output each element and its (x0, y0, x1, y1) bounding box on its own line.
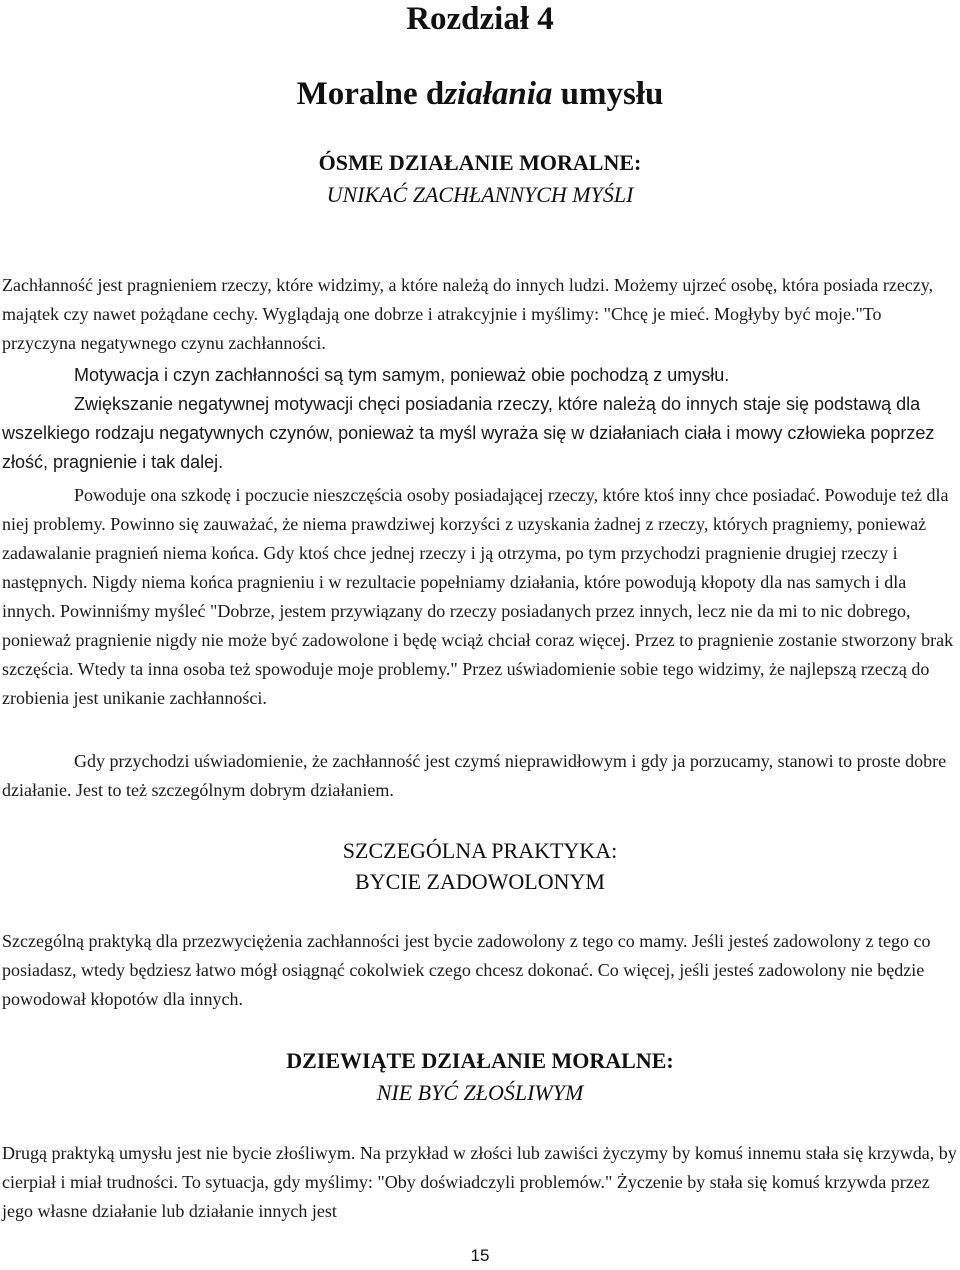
section3-heading: DZIEWIĄTE DZIAŁANIE MORALNE: (286, 1048, 674, 1073)
chapter-title-part2: ziałania (444, 76, 553, 112)
section1-heading: ÓSME DZIAŁANIE MORALNE: (318, 150, 642, 175)
paragraph-4: Gdy przychodzi uświadomienie, że zachłanność jest czymś nieprawidłowym i gdy ja porzucamy, stanowi to proste dobre działanie. Jest to też szczególnym dobrym działaniem. (2, 751, 947, 800)
section1-subheading: UNIKAĆ ZACHŁANNYCH MYŚLI (326, 182, 634, 207)
paragraph-1a: Zachłanność jest pragnieniem rzeczy, które widzimy, a które należą do innych ludzi. Możemy ujrzeć osobę, która posiada rzeczy, majątek czy nawet pożądane cechy. Wyglądają one dobrze i atrakcyjnie i myślimy: "Chcę je mieć. Mogłyby być moje."To przyczyna negatywnego czynu zachłanności. (2, 275, 934, 353)
section2-heading: SZCZEGÓLNA PRAKTYKA: (342, 838, 618, 863)
chapter-title-part3: umysłu (552, 76, 664, 112)
paragraph-1b: Motywacja i czyn zachłanności są tym samym, ponieważ obie pochodzą z umysłu. (74, 365, 730, 385)
chapter-title-part1: Moralne d (296, 76, 445, 112)
page-number: 15 (470, 1246, 490, 1265)
paragraph-2: Zwiększanie negatywnej motywacji chęci posiadania rzeczy, które należą do innych staje się podstawą dla wszelkiego rodzaju negatywnych czynów, ponieważ ta myśl wyraża się w działaniach ciała i mowy człowieka poprzez złość, pragnienie i tak dalej. (2, 394, 935, 472)
paragraph-3: Powoduje ona szkodę i poczucie nieszczęścia osoby posiadającej rzeczy, które ktoś inny chce posiadać. Powoduje też dla niej problemy. Powinno się zauważać, że niema prawdziwej korzyści z uzyskania żadnej z rzeczy, których pragniemy, ponieważ zadawalanie pragnień niema końca. Gdy ktoś chce jednej rzeczy i ją otrzyma, po tym przychodzi pragnienie drugiej rzeczy i następnych. Nigdy niema końca pragnieniu i w rezultacie popełniamy działania, które powodują kłopoty dla nas samych i dla innych. Powinniśmy myśleć "Dobrze, jestem przywiązany do rzeczy posiadanych przez innych, lecz nie da mi to nic dobrego, ponieważ pragnienie nigdy nie może być zadowolone i będę wciąż chciał coraz więcej. Przez to pragnienie zostanie stworzony brak szczęścia. Wtedy ta inna osoba też spowoduje moje problemy." Przez uświadomienie sobie tego widzimy, że najlepszą rzeczą do zrobienia jest unikanie zachłanności. (2, 485, 954, 708)
section2-text: Szczególną praktyką dla przezwyciężenia zachłanności jest bycie zadowolony z tego co mamy. Jeśli jesteś zadowolony z tego co posiadasz, wtedy będziesz łatwo mógł osiągnąć cokolwiek czego chcesz dokonać. Co więcej, jeśli jesteś zadowolony nie będzie powodował kłopotów dla innych. (2, 931, 931, 1009)
section3-subheading: NIE BYĆ ZŁOŚLIWYM (376, 1080, 584, 1105)
chapter-number: Rozdział 4 (406, 1, 554, 37)
section3-text: Drugą praktyką umysłu jest nie bycie złośliwym. Na przykład w złości lub zawiści życzymy by komuś innemu stała się krzywda, by cierpiał i miał trudności. To sytuacja, gdy myślimy: "Oby doświadczyli problemów." Życzenie by stała się komuś krzywda przez jego własne działanie lub działanie innych jest (2, 1143, 957, 1221)
chapter-title (0, 74, 960, 114)
section2-subheading: BYCIE ZADOWOLONYM (355, 869, 605, 894)
